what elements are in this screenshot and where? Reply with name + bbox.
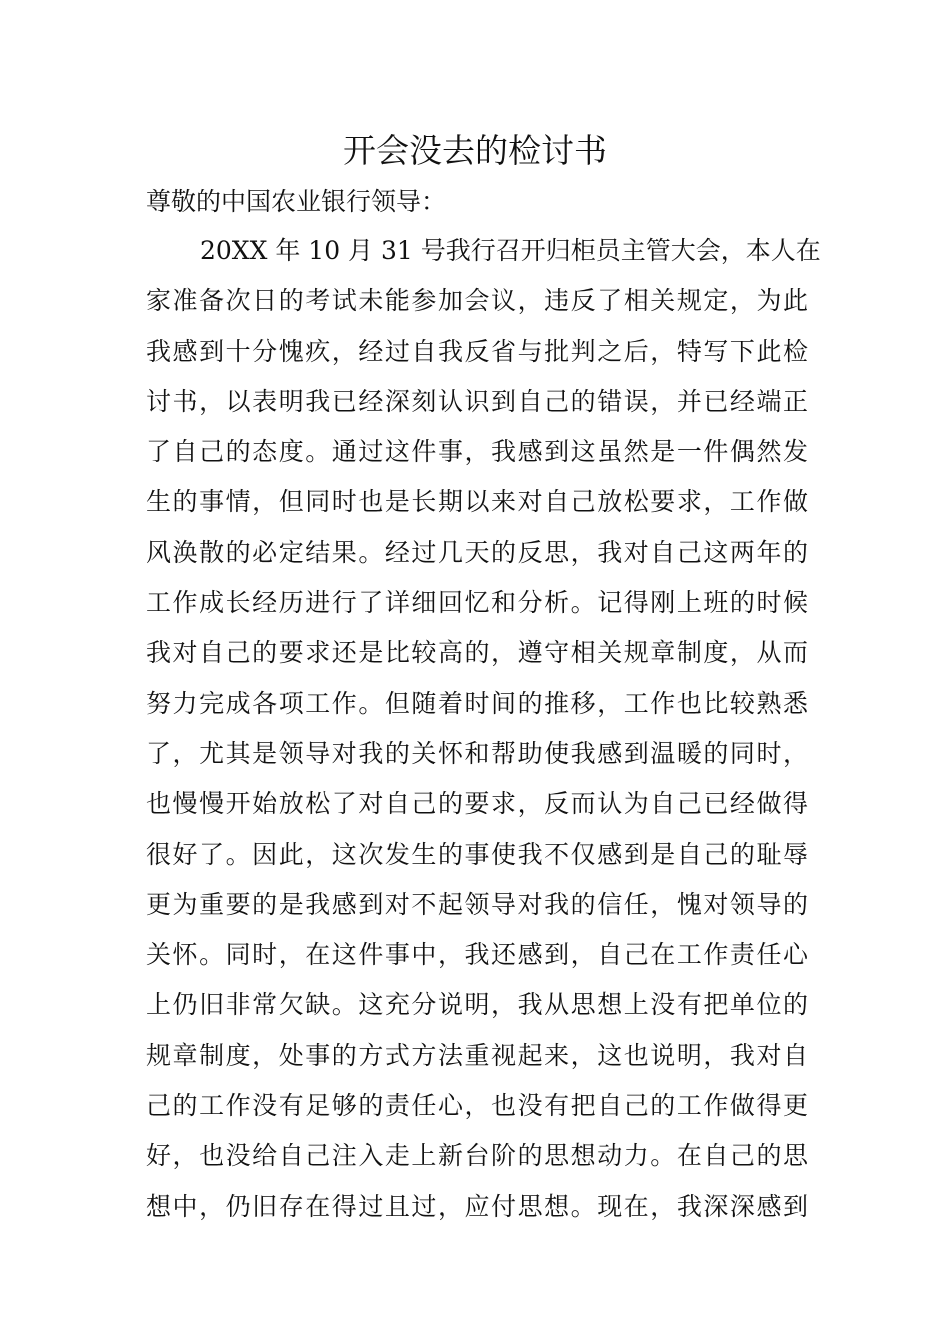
body-text: [146, 231, 821, 1237]
body-line: 努力完成各项工作。但随着时间的推移，工作也比较熟悉: [146, 688, 808, 718]
body-line: 讨书，以表明我已经深刻认识到自己的错误，并已经端正: [146, 386, 808, 416]
salutation: 尊敬的中国农业银行领导：: [146, 187, 447, 216]
body-line: 20XX 年 10 月 31 号我行召开归柜员主管大会，本人在: [200, 236, 821, 265]
document-title: 开会没去的检讨书: [343, 131, 607, 170]
body-line: 己的工作没有足够的责任心，也没有把自己的工作做得更: [146, 1091, 808, 1121]
body-line: 工作成长经历进行了详细回忆和分析。记得刚上班的时候: [146, 588, 808, 618]
body-line: 规章制度，处事的方式方法重视起来，这也说明，我对自: [146, 1040, 808, 1070]
body-line: 很好了。因此，这次发生的事使我不仅感到是自己的耻辱: [146, 839, 808, 869]
body-line: 好，也没给自己注入走上新台阶的思想动力。在自己的思: [146, 1141, 808, 1171]
body-line: 了自己的态度。通过这件事，我感到这虽然是一件偶然发: [146, 437, 808, 467]
body-line: 家准备次日的考试未能参加会议，违反了相关规定，为此: [146, 286, 808, 316]
body-line: 我感到十分愧疚，经过自我反省与批判之后，特写下此检: [146, 336, 808, 366]
body-line: 关怀。同时，在这件事中，我还感到，自己在工作责任心: [146, 940, 808, 970]
body-line: 我对自己的要求还是比较高的，遵守相关规章制度，从而: [146, 638, 808, 668]
body-line: 上仍旧非常欠缺。这充分说明，我从思想上没有把单位的: [146, 990, 808, 1020]
body-line: 了，尤其是领导对我的关怀和帮助使我感到温暖的同时，: [146, 738, 808, 768]
body-line: 更为重要的是我感到对不起领导对我的信任，愧对领导的: [146, 889, 808, 919]
body-line: 风涣散的必定结果。经过几天的反思，我对自己这两年的: [146, 537, 808, 567]
body-line: 生的事情，但同时也是长期以来对自己放松要求，工作做: [146, 487, 808, 517]
body-line: 想中，仍旧存在得过且过，应付思想。现在，我深深感到: [146, 1191, 808, 1221]
body-line: 也慢慢开始放松了对自己的要求，反而认为自己已经做得: [146, 789, 808, 819]
